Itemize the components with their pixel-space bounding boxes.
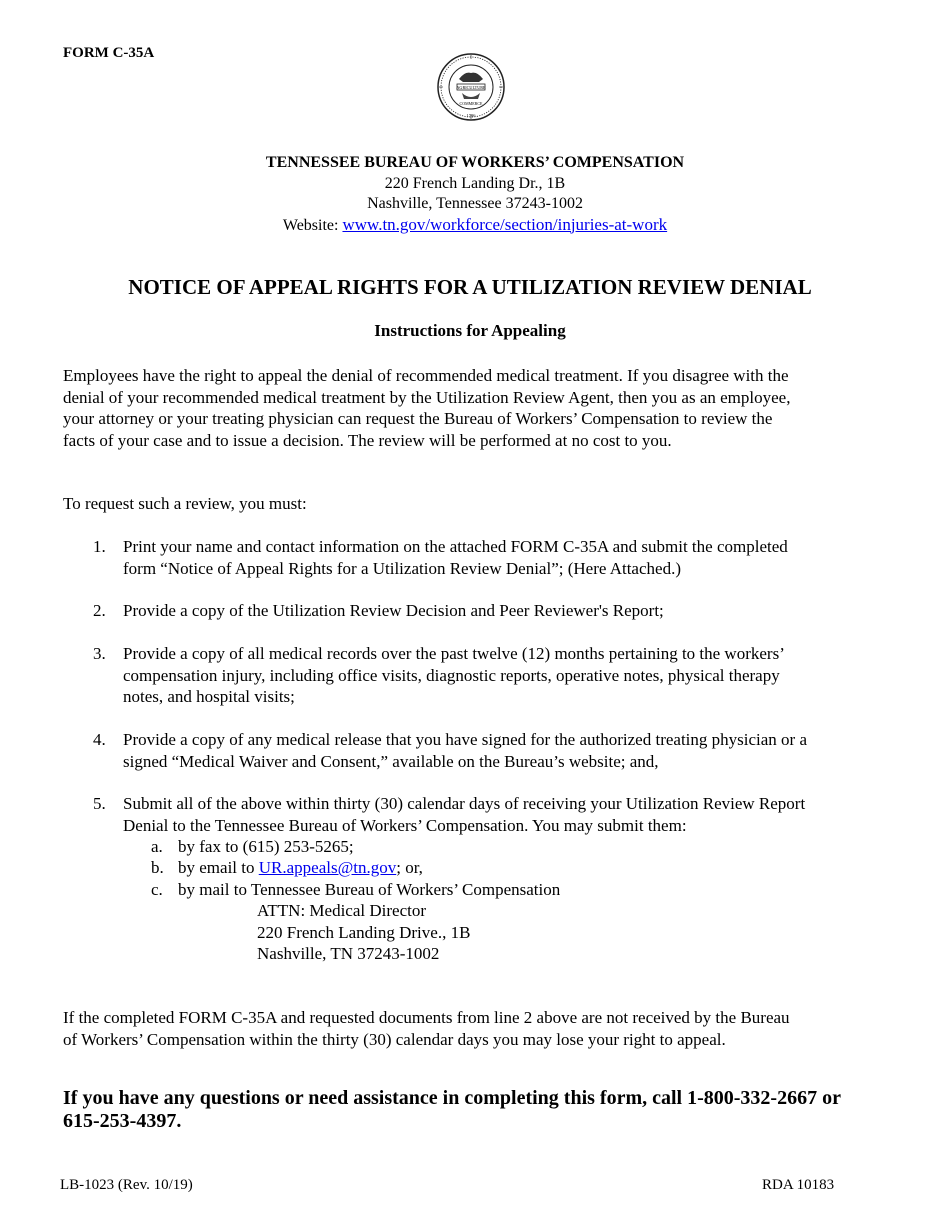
step-text	[123, 536, 883, 579]
step-line: Provide a copy of the Utilization Review Decision and Peer Reviewer's Report;	[123, 601, 664, 620]
state-seal-icon	[437, 51, 505, 123]
step-text	[123, 600, 883, 622]
method-text	[178, 857, 423, 879]
step-text	[123, 643, 883, 708]
step-line: form “Notice of Appeal Rights for a Utilization Review Denial”; (Here Attached.)	[123, 558, 681, 578]
website-label: Website:	[282, 216, 343, 234]
intro-line: Employees have the right to appeal the denial of recommended medical treatment. If you disagree with the	[63, 366, 789, 385]
help-line: If you have any questions or need assistance in completing this form, call 1-800-332-2667 or	[63, 1087, 841, 1109]
step-line: Print your name and contact information on the attached FORM C-35A and submit the completed	[123, 537, 788, 556]
email-prefix: by email to	[178, 858, 259, 877]
step-line: Denial to the Tennessee Bureau of Workers’ Compensation. You may submit them:	[123, 815, 687, 835]
page-subtitle: Instructions for Appealing	[374, 321, 566, 340]
website-link[interactable]: www.tn.gov/workforce/section/injuries-at-work	[342, 214, 668, 234]
step-line: signed “Medical Waiver and Consent,” available on the Bureau’s website; and,	[123, 751, 659, 771]
help-line: 615-253-4397.	[63, 1110, 182, 1132]
svg-text:1796: 1796	[466, 113, 476, 118]
intro-line: denial of your recommended medical treatment by the Utilization Review Agent, then you as an employee,	[63, 387, 791, 407]
closing-line: of Workers’ Compensation within the thirty (30) calendar days you may lose your right to appeal.	[63, 1029, 726, 1049]
method-letter: a.	[151, 837, 163, 856]
intro-paragraph	[63, 365, 878, 451]
closing-paragraph	[63, 1007, 878, 1050]
intro-line: facts of your case and to issue a decision. The review will be performed at no cost to you.	[63, 430, 672, 450]
step-number: 1.	[93, 537, 106, 556]
page-title: NOTICE OF APPEAL RIGHTS FOR A UTILIZATION REVIEW DENIAL	[128, 275, 812, 299]
intro-line: your attorney or your treating physician can request the Bureau of Workers’ Compensation to review the	[63, 409, 773, 428]
method-text: by fax to (615) 253-5265;	[178, 837, 354, 856]
closing-line: If the completed FORM C-35A and requested documents from line 2 above are not received by the Bureau	[63, 1008, 790, 1027]
agency-header	[0, 153, 950, 236]
step-number: 3.	[93, 644, 106, 663]
agency-website	[0, 215, 950, 237]
method-letter: c.	[151, 880, 163, 899]
mail-address-line: Nashville, TN 37243-1002	[257, 944, 440, 963]
mail-address-line: ATTN: Medical Director	[257, 901, 426, 920]
email-suffix: ; or,	[396, 858, 423, 877]
agency-address-line1: 220 French Landing Dr., 1B	[384, 174, 566, 192]
form-id: FORM C-35A	[63, 45, 155, 61]
step-text	[123, 793, 883, 836]
agency-address-line2: Nashville, Tennessee 37243-1002	[367, 195, 583, 212]
step-text	[123, 729, 883, 772]
lead-in: To request such a review, you must:	[63, 494, 307, 513]
footer-form-number: LB-1023 (Rev. 10/19)	[60, 1177, 193, 1193]
step-line: Provide a copy of all medical records over the past twelve (12) months pertaining to the workers’	[123, 644, 785, 663]
agency-name: TENNESSEE BUREAU OF WORKERS’ COMPENSATION	[265, 154, 685, 171]
svg-text:COMMERCE: COMMERCE	[459, 101, 483, 106]
step-line: compensation injury, including office visits, diagnostic reports, operative notes, physical therapy	[123, 665, 780, 685]
method-letter: b.	[151, 858, 164, 877]
help-notice	[63, 1087, 883, 1133]
mail-address-line: 220 French Landing Drive., 1B	[257, 923, 471, 942]
step-number: 5.	[93, 794, 106, 813]
footer-rda-number: RDA 10183	[762, 1177, 835, 1193]
step-line: Provide a copy of any medical release that you have signed for the authorized treating physician or a	[123, 730, 808, 749]
step-number: 2.	[93, 601, 106, 620]
step-line: notes, and hospital visits;	[123, 687, 295, 706]
method-text: by mail to Tennessee Bureau of Workers’ Compensation	[178, 880, 561, 899]
step-number: 4.	[93, 730, 106, 749]
step-line: Submit all of the above within thirty (30) calendar days of receiving your Utilization Review Report	[123, 794, 806, 813]
svg-text:AGRICULTURE: AGRICULTURE	[456, 85, 486, 90]
email-link[interactable]: UR.appeals@tn.gov	[258, 858, 397, 877]
